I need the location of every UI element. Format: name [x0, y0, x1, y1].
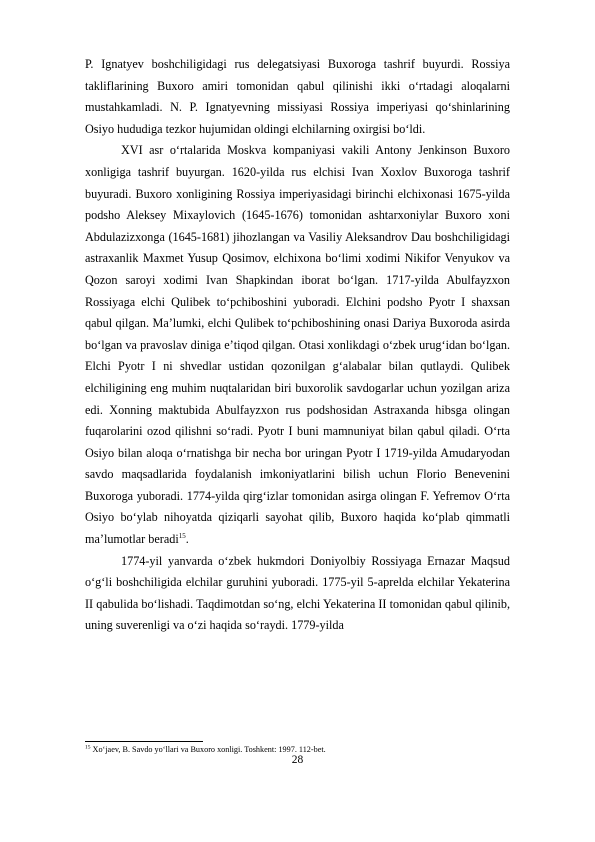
footnote-divider	[85, 741, 203, 742]
paragraph-2-text: XVI asr oʻrtalarida Moskva kompaniyasi vakili Antony Jenkinson Buxoro xonligiga tashrif buyurgan. 1620-yilda rus elchisi Ivan Xoxlov Buxoroga tashrif buyuradi. Buxoro xonligining Rossiya imperiyasidagi birinchi elchixonasi 1675-yilda podsho Aleksey Mixaylovich (1645-1676) tomonidan ashtarxoniylar Buxoro xoni Abdulazizxonga (1645-1681) jihozlangan va Vasiliy Aleksandrov Dau boshchiligidagi astraxanlik Maxmet Yusup Qosimov, elchixona boʻlimi xodimi Nikifor Venyukov va Qozon saroyi xodimi Ivan Shapkindan iborat boʻlgan. 1717-yilda Abulfayzxon Rossiyaga elchi Qulibek toʻpchiboshini yuboradi. Elchini podsho Pyotr I shaxsan qabul qilgan. Maʼlumki, elchi Qulibek toʻpchiboshining onasi Dariya Buxoroda asirda boʻlgan va pravoslav diniga eʼtiqod qilgan. Otasi xonlikdagi oʻzbek urugʻidan boʻlgan. Elchi Pyotr I ni shvedlar ustidan qozonilgan gʻalabalar bilan qutlaydi. Qulibek elchiligining eng muhim nuqtalaridan biri buxorolik savdogarlar uchun yozilgan ariza edi. Xonning maktubida Abulfayzxon rus podshosidan Astraxanda hibsga olingan fuqarolarini ozod qilishni soʻradi. Pyotr I buni mamnuniyat bilan qabul qiladi. Oʻrta Osiyo bilan aloqa oʻrnatishga bir necha bor uringan Pyotr I 1719-yilda Amudaryodan savdo maqsadlarida foydalanish imkoniyatlarini bilish uchun Florio Benevenini Buxoroga yuboradi. 1774-yilda qirgʻizlar tomonidan asirga olingan F. Yefremov Oʻrta Osiyo boʻylab nihoyatda qiziqarli sayohat qilib, Buxoro haqida koʻplab qimmatli maʼlumotlar beradi	[85, 143, 510, 547]
paragraph-1-text: P. Ignatyev boshchiligidagi rus delegatsiyasi Buxoroga tashrif buyurdi. Rossiya takliflarining Buxoro amiri tomonidan qabul qilinishi ikki oʻrtadagi aloqalarni mustahkamladi. N. P. Ignatyevning missiyasi Rossiya imperiyasi qoʻshinlarining Osiyo hududiga tezkor hujumidan oldingi elchilarning oxirgisi boʻldi.	[85, 57, 510, 136]
paragraph-2	[85, 140, 510, 550]
footnote-text: Xoʻjaev, B. Savdo yoʻllari va Buxoro xonligi. Toshkent: 1997. 112-bet.	[92, 745, 326, 754]
footnote-reference[interactable]: 15	[178, 532, 186, 540]
paragraph-1	[85, 54, 510, 140]
footnote-number: 15	[85, 744, 91, 751]
body-text	[85, 54, 510, 637]
page-number: 28	[291, 754, 304, 766]
paragraph-3	[85, 551, 510, 637]
paragraph-2-tail: .	[185, 532, 189, 547]
paragraph-3-text: 1774-yil yanvarda oʻzbek hukmdori Doniyolbiy Rossiyaga Ernazar Maqsud oʻgʻli boshchiligida elchilar guruhini yuboradi. 1775-yil 5-aprelda elchilar Yekaterina II qabulida boʻlishadi. Taqdimotdan soʻng, elchi Yekaterina II tomonidan qabul qilinib, uning suverenligi va oʻzi haqida soʻraydi. 1779-yilda	[85, 553, 510, 633]
